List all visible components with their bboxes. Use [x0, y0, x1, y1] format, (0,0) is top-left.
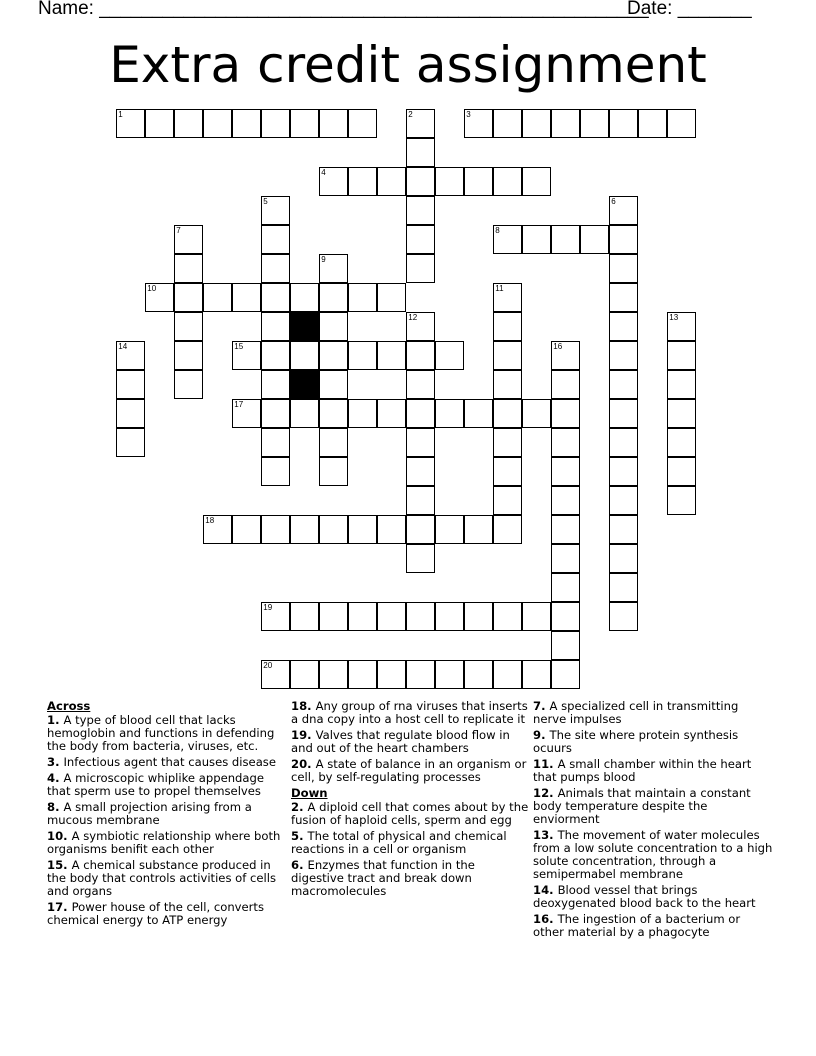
crossword-cell[interactable] — [261, 312, 290, 341]
crossword-cell[interactable] — [406, 312, 435, 341]
crossword-cell[interactable] — [406, 660, 435, 689]
down-clue — [291, 859, 531, 898]
crossword-cell[interactable] — [551, 573, 580, 602]
clue-number: 18. — [291, 699, 316, 713]
crossword-cell[interactable] — [551, 631, 580, 660]
crossword-cell[interactable] — [609, 515, 638, 544]
crossword-cell[interactable] — [290, 283, 319, 312]
crossword-cell[interactable] — [406, 457, 435, 486]
across-heading: Across — [47, 699, 91, 713]
crossword-cell[interactable] — [290, 660, 319, 689]
crossword-cell[interactable] — [319, 457, 348, 486]
crossword-cell[interactable] — [406, 341, 435, 370]
crossword-cell[interactable] — [609, 573, 638, 602]
across-clue — [47, 859, 287, 898]
crossword-cell[interactable] — [406, 399, 435, 428]
cell-number: 20 — [263, 661, 273, 671]
crossword-cell[interactable] — [667, 457, 696, 486]
across-clue — [47, 756, 287, 769]
cell-number: 18 — [205, 516, 215, 526]
crossword-cell[interactable] — [261, 196, 290, 225]
crossword-cell[interactable] — [406, 196, 435, 225]
down-clue — [533, 700, 773, 726]
crossword-cell[interactable] — [377, 515, 406, 544]
crossword-cell[interactable] — [551, 428, 580, 457]
crossword-cell[interactable] — [319, 109, 348, 138]
clue-text: Power house of the cell, converts chemical energy to ATP energy — [47, 900, 265, 927]
across-clue — [291, 758, 531, 784]
clue-number: 9. — [533, 728, 550, 742]
crossword-cell[interactable] — [406, 486, 435, 515]
crossword-cell[interactable] — [522, 660, 551, 689]
crossword-cell[interactable] — [319, 399, 348, 428]
crossword-cell[interactable] — [493, 428, 522, 457]
crossword-cell[interactable] — [319, 283, 348, 312]
cell-number: 1 — [118, 110, 123, 120]
crossword-cell[interactable] — [232, 341, 261, 370]
cell-number: 9 — [321, 255, 326, 265]
crossword-cell[interactable] — [319, 370, 348, 399]
clue-text: The site where protein synthesis ocuurs — [533, 728, 739, 755]
crossword-cell[interactable] — [493, 225, 522, 254]
clue-number: 12. — [533, 786, 558, 800]
across-clue — [47, 901, 287, 927]
crossword-cell[interactable] — [464, 602, 493, 631]
crossword-cell[interactable] — [609, 370, 638, 399]
clue-number: 19. — [291, 728, 316, 742]
clue-text: A specialized cell in transmitting nerve impulses — [533, 699, 739, 726]
clue-number: 15. — [47, 858, 72, 872]
clue-text: Infectious agent that causes disease — [63, 755, 276, 769]
crossword-cell[interactable] — [609, 486, 638, 515]
crossword-cell[interactable] — [406, 109, 435, 138]
crossword-cell[interactable] — [551, 602, 580, 631]
crossword-cell[interactable] — [406, 370, 435, 399]
crossword-cell[interactable] — [493, 515, 522, 544]
crossword-cell[interactable] — [609, 196, 638, 225]
crossword-cell[interactable] — [667, 486, 696, 515]
across-clue — [47, 772, 287, 798]
crossword-cell[interactable] — [551, 370, 580, 399]
crossword-cell[interactable] — [609, 312, 638, 341]
crossword-cell[interactable] — [435, 660, 464, 689]
cell-number: 13 — [669, 313, 679, 323]
cell-number: 2 — [408, 110, 413, 120]
crossword-cell[interactable] — [406, 544, 435, 573]
crossword-cell[interactable] — [261, 660, 290, 689]
black-cell — [290, 312, 319, 341]
crossword-cell[interactable] — [174, 341, 203, 370]
cell-number: 8 — [495, 226, 500, 236]
crossword-cell[interactable] — [609, 602, 638, 631]
crossword-cell[interactable] — [261, 109, 290, 138]
cell-number: 11 — [495, 284, 504, 294]
crossword-cell[interactable] — [232, 109, 261, 138]
down-clue — [291, 830, 531, 856]
crossword-cell[interactable] — [261, 602, 290, 631]
crossword-cell[interactable] — [609, 428, 638, 457]
crossword-cell[interactable] — [319, 515, 348, 544]
crossword-cell[interactable] — [348, 283, 377, 312]
crossword-cell[interactable] — [145, 283, 174, 312]
name-field-label: Name: ____________________________________________________ — [38, 0, 649, 19]
clue-number: 14. — [533, 883, 558, 897]
crossword-cell[interactable] — [522, 109, 551, 138]
crossword-cell[interactable] — [261, 341, 290, 370]
clue-text: A chemical substance produced in the body that controls activities of cells and organs — [47, 858, 277, 898]
cell-number: 3 — [466, 110, 471, 120]
clue-text: A type of blood cell that lacks hemoglobin and functions in defending the body from bacteria, viruses, etc. — [47, 713, 275, 753]
crossword-cell[interactable] — [435, 602, 464, 631]
crossword-cell[interactable] — [609, 254, 638, 283]
clue-text: A microscopic whiplike appendage that sperm use to propel themselves — [47, 771, 265, 798]
crossword-cell[interactable] — [174, 109, 203, 138]
cell-number: 10 — [147, 284, 157, 294]
down-clue — [533, 829, 773, 881]
crossword-cell[interactable] — [261, 515, 290, 544]
crossword-cell[interactable] — [319, 254, 348, 283]
crossword-cell[interactable] — [377, 283, 406, 312]
crossword-cell[interactable] — [348, 515, 377, 544]
crossword-cell[interactable] — [348, 109, 377, 138]
crossword-cell[interactable] — [551, 457, 580, 486]
crossword-cell[interactable] — [551, 660, 580, 689]
clue-text: Blood vessel that brings deoxygenated blood back to the heart — [533, 883, 756, 910]
clue-number: 13. — [533, 828, 558, 842]
cell-number: 12 — [408, 313, 418, 323]
cell-number: 17 — [234, 400, 244, 410]
crossword-cell[interactable] — [232, 515, 261, 544]
crossword-cell[interactable] — [609, 544, 638, 573]
crossword-cell[interactable] — [493, 167, 522, 196]
clue-text: A small chamber within the heart that pumps blood — [533, 757, 752, 784]
clue-text: Enzymes that function in the digestive tract and break down macromolecules — [291, 858, 475, 898]
crossword-cell[interactable] — [493, 602, 522, 631]
clues-column-3 — [533, 700, 773, 942]
crossword-cell[interactable] — [609, 457, 638, 486]
crossword-cell[interactable] — [667, 428, 696, 457]
crossword-cell[interactable] — [203, 109, 232, 138]
crossword-cell[interactable] — [435, 515, 464, 544]
across-clue — [47, 714, 287, 753]
crossword-cell[interactable] — [464, 399, 493, 428]
crossword-cell[interactable] — [174, 312, 203, 341]
crossword-cell[interactable] — [667, 109, 696, 138]
crossword-cell[interactable] — [290, 109, 319, 138]
cell-number: 5 — [263, 197, 268, 207]
crossword-cell[interactable] — [464, 109, 493, 138]
clue-text: A state of balance in an organism or cell, by self-regulating processes — [291, 757, 527, 784]
clue-number: 8. — [47, 800, 64, 814]
clue-text: A small projection arising from a mucous membrane — [47, 800, 252, 827]
down-clue — [291, 801, 531, 827]
crossword-cell[interactable] — [435, 341, 464, 370]
clue-text: Animals that maintain a constant body temperature despite the enviorment — [533, 786, 751, 826]
crossword-cell[interactable] — [406, 167, 435, 196]
crossword-cell[interactable] — [464, 660, 493, 689]
crossword-cell[interactable] — [551, 341, 580, 370]
clue-text: Valves that regulate blood flow in and out of the heart chambers — [291, 728, 510, 755]
across-clue — [291, 729, 531, 755]
crossword-cell[interactable] — [493, 457, 522, 486]
clue-number: 17. — [47, 900, 72, 914]
cell-number: 7 — [176, 226, 181, 236]
clue-text: A symbiotic relationship where both organisms benifit each other — [47, 829, 281, 856]
crossword-cell[interactable] — [116, 341, 145, 370]
crossword-cell[interactable] — [464, 515, 493, 544]
down-clue — [533, 729, 773, 755]
crossword-cell[interactable] — [667, 312, 696, 341]
crossword-cell[interactable] — [290, 515, 319, 544]
cell-number: 15 — [234, 342, 244, 352]
crossword-cell[interactable] — [261, 283, 290, 312]
crossword-cell[interactable] — [319, 341, 348, 370]
crossword-cell[interactable] — [261, 428, 290, 457]
crossword-cell[interactable] — [261, 370, 290, 399]
clue-text: The movement of water molecules from a low solute concentration to a high solute concentration, through a semipermabel membrane — [533, 828, 773, 881]
clue-number: 4. — [47, 771, 64, 785]
crossword-cell[interactable] — [493, 486, 522, 515]
crossword-cell[interactable] — [319, 660, 348, 689]
crossword-cell[interactable] — [522, 399, 551, 428]
crossword-cell[interactable] — [551, 399, 580, 428]
crossword-cell[interactable] — [435, 399, 464, 428]
crossword-cell[interactable] — [377, 167, 406, 196]
clue-number: 1. — [47, 713, 64, 727]
crossword-cell[interactable] — [522, 602, 551, 631]
crossword-cell[interactable] — [348, 399, 377, 428]
crossword-cell[interactable] — [261, 399, 290, 428]
crossword-cell[interactable] — [464, 167, 493, 196]
crossword-cell[interactable] — [261, 225, 290, 254]
crossword-cell[interactable] — [377, 602, 406, 631]
crossword-cell[interactable] — [609, 109, 638, 138]
down-clue — [533, 758, 773, 784]
crossword-cell[interactable] — [667, 341, 696, 370]
across-clue — [47, 830, 287, 856]
crossword-cell[interactable] — [203, 283, 232, 312]
crossword-cell[interactable] — [406, 138, 435, 167]
crossword-cell[interactable] — [319, 312, 348, 341]
crossword-cell[interactable] — [609, 283, 638, 312]
crossword-cell[interactable] — [522, 225, 551, 254]
crossword-cell[interactable] — [522, 167, 551, 196]
crossword-cell[interactable] — [290, 341, 319, 370]
cell-number: 6 — [611, 197, 616, 207]
crossword-cell[interactable] — [377, 660, 406, 689]
clue-number: 10. — [47, 829, 72, 843]
crossword-cell[interactable] — [493, 109, 522, 138]
page-title: Extra credit assignment — [109, 36, 707, 94]
crossword-cell[interactable] — [174, 225, 203, 254]
crossword-cell[interactable] — [609, 225, 638, 254]
crossword-cell[interactable] — [609, 399, 638, 428]
crossword-cell[interactable] — [551, 109, 580, 138]
crossword-cell[interactable] — [551, 225, 580, 254]
crossword-cell[interactable] — [319, 167, 348, 196]
crossword-cell[interactable] — [667, 370, 696, 399]
crossword-cell[interactable] — [348, 341, 377, 370]
clue-number: 7. — [533, 699, 550, 713]
clue-text: A diploid cell that comes about by the fusion of haploid cells, sperm and egg — [291, 800, 529, 827]
clue-number: 2. — [291, 800, 308, 814]
clue-number: 6. — [291, 858, 308, 872]
crossword-cell[interactable] — [493, 399, 522, 428]
crossword-cell[interactable] — [145, 109, 174, 138]
crossword-cell[interactable] — [348, 660, 377, 689]
clue-number: 16. — [533, 912, 558, 926]
crossword-cell[interactable] — [232, 283, 261, 312]
crossword-cell[interactable] — [493, 341, 522, 370]
crossword-cell[interactable] — [493, 312, 522, 341]
clue-number: 3. — [47, 755, 64, 769]
crossword-cell[interactable] — [377, 341, 406, 370]
crossword-cell[interactable] — [348, 167, 377, 196]
crossword-cell[interactable] — [609, 341, 638, 370]
cell-number: 14 — [118, 342, 128, 352]
crossword-cell[interactable] — [493, 283, 522, 312]
crossword-cell[interactable] — [551, 515, 580, 544]
crossword-cell[interactable] — [551, 544, 580, 573]
crossword-cell[interactable] — [319, 602, 348, 631]
across-clue — [47, 801, 287, 827]
crossword-cell[interactable] — [116, 399, 145, 428]
crossword-cell[interactable] — [406, 515, 435, 544]
crossword-cell[interactable] — [435, 167, 464, 196]
crossword-cell[interactable] — [174, 254, 203, 283]
crossword-cell[interactable] — [290, 399, 319, 428]
crossword-cell[interactable] — [261, 457, 290, 486]
crossword-cell[interactable] — [406, 225, 435, 254]
cell-number: 19 — [263, 603, 273, 613]
down-heading: Down — [291, 786, 328, 800]
crossword-cell[interactable] — [116, 428, 145, 457]
crossword-cell[interactable] — [406, 428, 435, 457]
date-field-label: Date: _______ — [627, 0, 752, 19]
crossword-cell[interactable] — [174, 370, 203, 399]
crossword-cell[interactable] — [116, 370, 145, 399]
clue-text: Any group of rna viruses that inserts a dna copy into a host cell to replicate it — [291, 699, 528, 726]
clues-column-1 — [47, 700, 287, 930]
crossword-cell[interactable] — [580, 225, 609, 254]
crossword-cell[interactable] — [406, 254, 435, 283]
black-cell — [290, 370, 319, 399]
clue-number: 11. — [533, 757, 558, 771]
crossword-cell[interactable] — [290, 602, 319, 631]
clue-number: 5. — [291, 829, 308, 843]
crossword-cell[interactable] — [406, 602, 435, 631]
crossword-cell[interactable] — [174, 283, 203, 312]
crossword-cell[interactable] — [261, 254, 290, 283]
crossword-cell[interactable] — [348, 602, 377, 631]
crossword-cell[interactable] — [667, 399, 696, 428]
clue-number: 20. — [291, 757, 316, 771]
crossword-cell[interactable] — [638, 109, 667, 138]
across-clue — [291, 700, 531, 726]
crossword-cell[interactable] — [551, 486, 580, 515]
clue-text: The ingestion of a bacterium or other material by a phagocyte — [533, 912, 741, 939]
crossword-cell[interactable] — [203, 515, 232, 544]
crossword-cell[interactable] — [116, 109, 145, 138]
crossword-cell[interactable] — [580, 109, 609, 138]
crossword-cell[interactable] — [232, 399, 261, 428]
cell-number: 16 — [553, 342, 563, 352]
crossword-cell[interactable] — [493, 370, 522, 399]
down-clue — [533, 884, 773, 910]
clues-column-2 — [291, 700, 531, 901]
down-clue — [533, 787, 773, 826]
crossword-cell[interactable] — [377, 399, 406, 428]
crossword-cell[interactable] — [493, 660, 522, 689]
down-clue — [533, 913, 773, 939]
cell-number: 4 — [321, 168, 326, 178]
crossword-cell[interactable] — [319, 428, 348, 457]
clue-text: The total of physical and chemical reactions in a cell or organism — [291, 829, 507, 856]
